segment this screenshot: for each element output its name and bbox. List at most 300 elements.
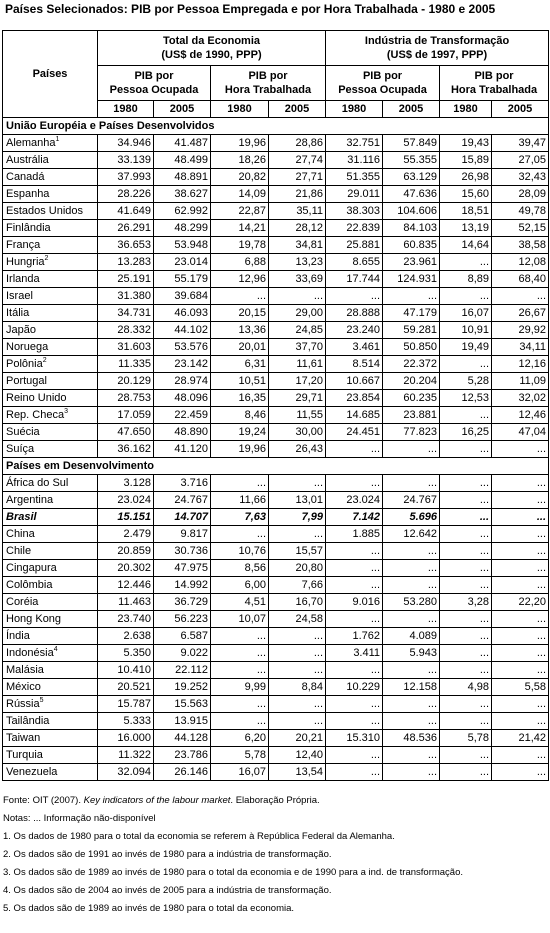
value-cell: 15,60 — [440, 186, 492, 203]
value-cell: 26,67 — [492, 305, 549, 322]
value-cell: 11,61 — [269, 356, 326, 373]
footnote: 1. Os dados de 1980 para o total da economia se referem à República Federal da Alemanha. — [3, 831, 395, 842]
value-cell: 11.463 — [98, 594, 154, 611]
header-manufacturing: Indústria de Transformação (US$ de 1997, PPP) — [326, 31, 549, 66]
value-cell: ... — [492, 628, 549, 645]
value-cell: 14,64 — [440, 237, 492, 254]
value-cell: 16,07 — [211, 764, 269, 781]
header-year: 1980 — [440, 101, 492, 118]
table-row — [3, 475, 549, 492]
value-cell: ... — [440, 475, 492, 492]
table-row — [3, 220, 549, 237]
value-cell: 41.487 — [154, 135, 211, 152]
value-cell: ... — [383, 441, 440, 458]
table-row — [3, 543, 549, 560]
value-cell: ... — [440, 492, 492, 509]
country-cell: Venezuela — [3, 764, 98, 781]
value-cell: ... — [440, 628, 492, 645]
value-cell: ... — [326, 764, 383, 781]
country-cell: Itália — [3, 305, 98, 322]
header-gdp-per-employed: PIB por Pessoa Ocupada — [98, 66, 211, 101]
value-cell: 3.461 — [326, 339, 383, 356]
value-cell: 19.252 — [154, 679, 211, 696]
value-cell: 6,20 — [211, 730, 269, 747]
value-cell: 6,31 — [211, 356, 269, 373]
value-cell: 13,19 — [440, 220, 492, 237]
header-countries: Países — [3, 31, 98, 118]
country-cell: Austrália — [3, 152, 98, 169]
country-cell: Canadá — [3, 169, 98, 186]
value-cell: ... — [440, 526, 492, 543]
value-cell: 15.151 — [98, 509, 154, 526]
value-cell: ... — [440, 747, 492, 764]
value-cell: 48.890 — [154, 424, 211, 441]
value-cell: 47.650 — [98, 424, 154, 441]
value-cell: 14.707 — [154, 509, 211, 526]
value-cell: 104.606 — [383, 203, 440, 220]
table-row — [3, 662, 549, 679]
value-cell: ... — [492, 288, 549, 305]
value-cell: ... — [326, 475, 383, 492]
value-cell: ... — [440, 577, 492, 594]
value-cell: 17,20 — [269, 373, 326, 390]
value-cell: 36.653 — [98, 237, 154, 254]
value-cell: 55.355 — [383, 152, 440, 169]
value-cell: 20.521 — [98, 679, 154, 696]
country-cell: Japão — [3, 322, 98, 339]
header-year: 1980 — [98, 101, 154, 118]
value-cell: ... — [492, 543, 549, 560]
value-cell: 29,92 — [492, 322, 549, 339]
value-cell: 14.685 — [326, 407, 383, 424]
value-cell: 24,85 — [269, 322, 326, 339]
value-cell: ... — [211, 526, 269, 543]
value-cell: 32.094 — [98, 764, 154, 781]
value-cell: 17.059 — [98, 407, 154, 424]
value-cell: 3.128 — [98, 475, 154, 492]
value-cell: 38.627 — [154, 186, 211, 203]
value-cell: ... — [440, 288, 492, 305]
header-total-economy: Total da Economia (US$ de 1990, PPP) — [98, 31, 326, 66]
value-cell: 34,81 — [269, 237, 326, 254]
value-cell: 12,40 — [269, 747, 326, 764]
value-cell: 1.885 — [326, 526, 383, 543]
value-cell: ... — [440, 662, 492, 679]
value-cell: 10.229 — [326, 679, 383, 696]
value-cell: 17.744 — [326, 271, 383, 288]
country-cell: Brasil — [3, 509, 98, 526]
value-cell: 8,46 — [211, 407, 269, 424]
value-cell: 13,36 — [211, 322, 269, 339]
footnote: 3. Os dados são de 1989 ao invés de 1980 para o total da economia e de 1990 para a ind. de transformação. — [3, 867, 464, 878]
value-cell: 8,56 — [211, 560, 269, 577]
value-cell: 7,63 — [211, 509, 269, 526]
country-cell: Suíça — [3, 441, 98, 458]
value-cell: 53.948 — [154, 237, 211, 254]
value-cell: 56.223 — [154, 611, 211, 628]
table-row — [3, 390, 549, 407]
country-cell: Turquia — [3, 747, 98, 764]
value-cell: 5.350 — [98, 645, 154, 662]
value-cell: 21,42 — [492, 730, 549, 747]
table-row — [3, 696, 549, 713]
value-cell: ... — [269, 526, 326, 543]
value-cell: ... — [269, 645, 326, 662]
country-cell: China — [3, 526, 98, 543]
value-cell: 44.102 — [154, 322, 211, 339]
value-cell: 4.089 — [383, 628, 440, 645]
footnote-marker: 1 — [55, 135, 60, 143]
value-cell: 15,57 — [269, 543, 326, 560]
value-cell: 47,04 — [492, 424, 549, 441]
country-cell: Chile — [3, 543, 98, 560]
value-cell: 57.849 — [383, 135, 440, 152]
value-cell: 13,54 — [269, 764, 326, 781]
value-cell: 23.240 — [326, 322, 383, 339]
table-row — [3, 679, 549, 696]
table-row — [3, 509, 549, 526]
value-cell: 29,00 — [269, 305, 326, 322]
value-cell: 2.479 — [98, 526, 154, 543]
value-cell: 34.731 — [98, 305, 154, 322]
value-cell: 22,20 — [492, 594, 549, 611]
value-cell: 15.310 — [326, 730, 383, 747]
value-cell: ... — [492, 526, 549, 543]
value-cell: 30.736 — [154, 543, 211, 560]
value-cell: 62.992 — [154, 203, 211, 220]
value-cell: 8.655 — [326, 254, 383, 271]
value-cell: ... — [326, 696, 383, 713]
value-cell: 22.112 — [154, 662, 211, 679]
table-row — [3, 492, 549, 509]
value-cell: 11,66 — [211, 492, 269, 509]
value-cell: 23.740 — [98, 611, 154, 628]
value-cell: 23.024 — [326, 492, 383, 509]
value-cell: 32,02 — [492, 390, 549, 407]
value-cell: 10,76 — [211, 543, 269, 560]
country-cell: Suécia — [3, 424, 98, 441]
country-cell: Noruega — [3, 339, 98, 356]
value-cell: 52,15 — [492, 220, 549, 237]
value-cell: 48.096 — [154, 390, 211, 407]
table-row — [3, 135, 549, 152]
value-cell: ... — [492, 747, 549, 764]
country-cell: Tailândia — [3, 713, 98, 730]
table-row — [3, 373, 549, 390]
value-cell: 23.014 — [154, 254, 211, 271]
value-cell: ... — [269, 288, 326, 305]
value-cell: ... — [440, 543, 492, 560]
value-cell: 49,78 — [492, 203, 549, 220]
value-cell: 16,25 — [440, 424, 492, 441]
value-cell: ... — [383, 747, 440, 764]
value-cell: ... — [326, 543, 383, 560]
value-cell: 12,96 — [211, 271, 269, 288]
value-cell: 20,21 — [269, 730, 326, 747]
value-cell: ... — [492, 713, 549, 730]
value-cell: 20.302 — [98, 560, 154, 577]
country-cell: Polônia$^2$ — [3, 356, 98, 373]
table-row — [3, 611, 549, 628]
value-cell: ... — [440, 407, 492, 424]
value-cell: 3.411 — [326, 645, 383, 662]
value-cell: ... — [440, 696, 492, 713]
value-cell: 26,98 — [440, 169, 492, 186]
value-cell: 39,47 — [492, 135, 549, 152]
value-cell: 20,15 — [211, 305, 269, 322]
value-cell: 39.684 — [154, 288, 211, 305]
value-cell: ... — [383, 577, 440, 594]
footnote: 2. Os dados são de 1991 ao invés de 1980 para a indústria de transformação. — [3, 849, 332, 860]
value-cell: 6.587 — [154, 628, 211, 645]
value-cell: 22.372 — [383, 356, 440, 373]
country-cell: Israel — [3, 288, 98, 305]
header-year: 2005 — [269, 101, 326, 118]
value-cell: 14,21 — [211, 220, 269, 237]
value-cell: 12,08 — [492, 254, 549, 271]
value-cell: 10.667 — [326, 373, 383, 390]
value-cell: 48.299 — [154, 220, 211, 237]
value-cell: 16,07 — [440, 305, 492, 322]
value-cell: 55.179 — [154, 271, 211, 288]
value-cell: 68,40 — [492, 271, 549, 288]
value-cell: 34,11 — [492, 339, 549, 356]
value-cell: ... — [492, 560, 549, 577]
country-cell: Indonésia$^4$ — [3, 645, 98, 662]
country-cell: Alemanha$^1$ — [3, 135, 98, 152]
value-cell: 5.696 — [383, 509, 440, 526]
value-cell: 16.000 — [98, 730, 154, 747]
value-cell: 27,05 — [492, 152, 549, 169]
value-cell: ... — [492, 441, 549, 458]
table-row — [3, 152, 549, 169]
country-cell: África do Sul — [3, 475, 98, 492]
country-cell: Hungria$^2$ — [3, 254, 98, 271]
country-cell: Finlândia — [3, 220, 98, 237]
value-cell: 25.191 — [98, 271, 154, 288]
table-row — [3, 645, 549, 662]
country-cell: Hong Kong — [3, 611, 98, 628]
value-cell: ... — [492, 611, 549, 628]
section-header-row — [3, 458, 549, 475]
value-cell: ... — [211, 696, 269, 713]
value-cell: 36.162 — [98, 441, 154, 458]
value-cell: ... — [269, 475, 326, 492]
value-cell: 9.022 — [154, 645, 211, 662]
value-cell: 9.817 — [154, 526, 211, 543]
header-year: 2005 — [383, 101, 440, 118]
table-row — [3, 288, 549, 305]
value-cell: 18,51 — [440, 203, 492, 220]
country-cell: Irlanda — [3, 271, 98, 288]
value-cell: 23.961 — [383, 254, 440, 271]
value-cell: 4,98 — [440, 679, 492, 696]
country-cell: México — [3, 679, 98, 696]
value-cell: 31.116 — [326, 152, 383, 169]
value-cell: ... — [269, 662, 326, 679]
value-cell: 28.226 — [98, 186, 154, 203]
table-row — [3, 271, 549, 288]
country-cell: Estados Unidos — [3, 203, 98, 220]
table-row — [3, 577, 549, 594]
value-cell: 12.642 — [383, 526, 440, 543]
value-cell: ... — [492, 492, 549, 509]
header-year: 1980 — [211, 101, 269, 118]
value-cell: 29,71 — [269, 390, 326, 407]
value-cell: ... — [492, 662, 549, 679]
value-cell: ... — [440, 356, 492, 373]
value-cell: 23.786 — [154, 747, 211, 764]
value-cell: ... — [440, 764, 492, 781]
value-cell: 41.649 — [98, 203, 154, 220]
value-cell: 15.787 — [98, 696, 154, 713]
value-cell: ... — [492, 509, 549, 526]
value-cell: ... — [211, 645, 269, 662]
table-row — [3, 560, 549, 577]
value-cell: 12,16 — [492, 356, 549, 373]
value-cell: ... — [383, 611, 440, 628]
value-cell: 22,87 — [211, 203, 269, 220]
value-cell: 37.993 — [98, 169, 154, 186]
value-cell: 27,74 — [269, 152, 326, 169]
value-cell: 8.514 — [326, 356, 383, 373]
value-cell: 37,70 — [269, 339, 326, 356]
value-cell: ... — [383, 764, 440, 781]
footnote-marker: 3 — [64, 407, 68, 415]
value-cell: 1.762 — [326, 628, 383, 645]
value-cell: 36.729 — [154, 594, 211, 611]
value-cell: 11.322 — [98, 747, 154, 764]
value-cell: 53.280 — [383, 594, 440, 611]
value-cell: 23.024 — [98, 492, 154, 509]
value-cell: 8,84 — [269, 679, 326, 696]
value-cell: 124.931 — [383, 271, 440, 288]
country-cell: Coréia — [3, 594, 98, 611]
value-cell: 5.333 — [98, 713, 154, 730]
value-cell: ... — [269, 628, 326, 645]
unavailable-note: Notas: ... Informação não-disponível — [3, 813, 156, 824]
value-cell: ... — [269, 696, 326, 713]
value-cell: 19,43 — [440, 135, 492, 152]
value-cell: 77.823 — [383, 424, 440, 441]
value-cell: 32.751 — [326, 135, 383, 152]
value-cell: 51.355 — [326, 169, 383, 186]
table-title: Países Selecionados: PIB por Pessoa Empregada e por Hora Trabalhada - 1980 e 2005 — [5, 2, 496, 16]
value-cell: ... — [492, 645, 549, 662]
value-cell: ... — [440, 713, 492, 730]
value-cell: 28,12 — [269, 220, 326, 237]
value-cell: ... — [326, 611, 383, 628]
country-cell: Malásia — [3, 662, 98, 679]
value-cell: 28.974 — [154, 373, 211, 390]
value-cell: 13,23 — [269, 254, 326, 271]
value-cell: 15.563 — [154, 696, 211, 713]
value-cell: 16,35 — [211, 390, 269, 407]
value-cell: 9,99 — [211, 679, 269, 696]
footnote: 4. Os dados são de 2004 ao invés de 2005 para a indústria de transformação. — [3, 885, 332, 896]
section-label: União Européia e Países Desenvolvidos — [3, 118, 549, 135]
value-cell: ... — [383, 475, 440, 492]
country-cell: Cingapura — [3, 560, 98, 577]
table-row — [3, 424, 549, 441]
value-cell: ... — [326, 288, 383, 305]
value-cell: 11,09 — [492, 373, 549, 390]
value-cell: 47.975 — [154, 560, 211, 577]
value-cell: 20,80 — [269, 560, 326, 577]
value-cell: ... — [383, 696, 440, 713]
value-cell: ... — [492, 696, 549, 713]
value-cell: 19,96 — [211, 441, 269, 458]
value-cell: 19,78 — [211, 237, 269, 254]
value-cell: ... — [326, 577, 383, 594]
value-cell: ... — [383, 713, 440, 730]
notes — [0, 792, 550, 918]
value-cell: ... — [211, 288, 269, 305]
table-row — [3, 441, 549, 458]
footnote: 5. Os dados são de 1989 ao invés de 1980 para o total da economia. — [3, 903, 295, 914]
value-cell: 9.016 — [326, 594, 383, 611]
value-cell: 10.410 — [98, 662, 154, 679]
table-row — [3, 169, 549, 186]
value-cell: 20.859 — [98, 543, 154, 560]
source-note: Fonte: OIT (2007). Key indicators of the labour market. Elaboração Própria. — [3, 795, 320, 806]
value-cell: ... — [383, 543, 440, 560]
value-cell: 46.093 — [154, 305, 211, 322]
value-cell: 10,91 — [440, 322, 492, 339]
data-table — [2, 30, 549, 781]
value-cell: 11.335 — [98, 356, 154, 373]
value-cell: 38.303 — [326, 203, 383, 220]
value-cell: ... — [326, 713, 383, 730]
value-cell: ... — [326, 662, 383, 679]
value-cell: 2.638 — [98, 628, 154, 645]
value-cell: 13.283 — [98, 254, 154, 271]
value-cell: 23.854 — [326, 390, 383, 407]
value-cell: 12,46 — [492, 407, 549, 424]
value-cell: ... — [492, 577, 549, 594]
value-cell: 22.839 — [326, 220, 383, 237]
value-cell: 26.146 — [154, 764, 211, 781]
header-gdp-per-employed: PIB por Pessoa Ocupada — [326, 66, 440, 101]
value-cell: 19,49 — [440, 339, 492, 356]
value-cell: 59.281 — [383, 322, 440, 339]
value-cell: 7,66 — [269, 577, 326, 594]
table-row — [3, 764, 549, 781]
value-cell: ... — [440, 611, 492, 628]
country-cell: Rep. Checa$^3$ — [3, 407, 98, 424]
value-cell: 21,86 — [269, 186, 326, 203]
table-row — [3, 305, 549, 322]
value-cell: ... — [211, 628, 269, 645]
value-cell: 33,69 — [269, 271, 326, 288]
table-row — [3, 322, 549, 339]
country-cell: Índia — [3, 628, 98, 645]
value-cell: 7,99 — [269, 509, 326, 526]
table-row — [3, 203, 549, 220]
value-cell: 20.129 — [98, 373, 154, 390]
header-year: 1980 — [326, 101, 383, 118]
footnote-marker: 2 — [42, 356, 47, 364]
footnote-marker: 2 — [44, 254, 49, 262]
table-row — [3, 526, 549, 543]
value-cell: ... — [326, 441, 383, 458]
header-year: 2005 — [154, 101, 211, 118]
value-cell: 23.142 — [154, 356, 211, 373]
table-row — [3, 356, 549, 373]
value-cell: 12.158 — [383, 679, 440, 696]
table-row — [3, 594, 549, 611]
value-cell: 48.536 — [383, 730, 440, 747]
